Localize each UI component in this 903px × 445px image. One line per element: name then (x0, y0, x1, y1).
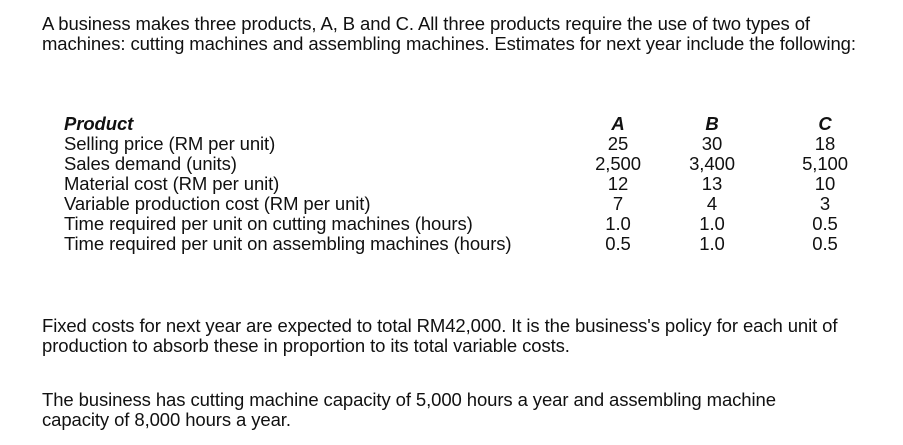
table-header-row (64, 114, 878, 134)
table-row (64, 154, 878, 174)
cell-b: 3,400 (689, 153, 735, 174)
cell-a: 7 (612, 193, 624, 214)
cell-c: 18 (814, 133, 836, 154)
cell-c: 10 (814, 173, 836, 194)
cell-a: 1.0 (605, 213, 631, 234)
fixed-costs-paragraph: Fixed costs for next year are expected to total RM42,000. It is the business's policy for each unit of production to absorb these in proportion to its total variable costs. (42, 315, 838, 356)
header-c: C (818, 113, 832, 134)
cell-b: 4 (706, 193, 718, 214)
table-row (64, 174, 878, 194)
cell-a: 0.5 (605, 233, 631, 254)
cell-c: 0.5 (812, 213, 838, 234)
row-label: Sales demand (units) (64, 153, 237, 174)
table-row (64, 214, 878, 234)
cell-c: 5,100 (802, 153, 848, 174)
product-estimates-table (64, 114, 878, 254)
cell-b: 1.0 (699, 233, 725, 254)
capacity-paragraph: The business has cutting machine capacity of 5,000 hours a year and assembling machine capacity of 8,000 hours a year. (42, 389, 776, 430)
header-b: B (705, 113, 719, 134)
table-row (64, 134, 878, 154)
table-row (64, 194, 878, 214)
cell-b: 30 (701, 133, 723, 154)
row-label: Time required per unit on cutting machines (hours) (64, 213, 473, 234)
row-label: Material cost (RM per unit) (64, 173, 280, 194)
cell-a: 2,500 (595, 153, 641, 174)
cell-a: 25 (607, 133, 629, 154)
header-a: A (611, 113, 625, 134)
table-row (64, 234, 878, 254)
cell-b: 13 (701, 173, 723, 194)
cell-b: 1.0 (699, 213, 725, 234)
cell-c: 0.5 (812, 233, 838, 254)
row-label: Time required per unit on assembling machines (hours) (64, 233, 512, 254)
cell-a: 12 (607, 173, 629, 194)
row-label: Variable production cost (RM per unit) (64, 193, 371, 214)
intro-paragraph: A business makes three products, A, B and C. All three products require the use of two types of machines: cutting machines and assembling machines. Estimates for next year include the following: (42, 13, 856, 54)
cell-c: 3 (819, 193, 831, 214)
header-product: Product (64, 113, 134, 134)
row-label: Selling price (RM per unit) (64, 133, 276, 154)
